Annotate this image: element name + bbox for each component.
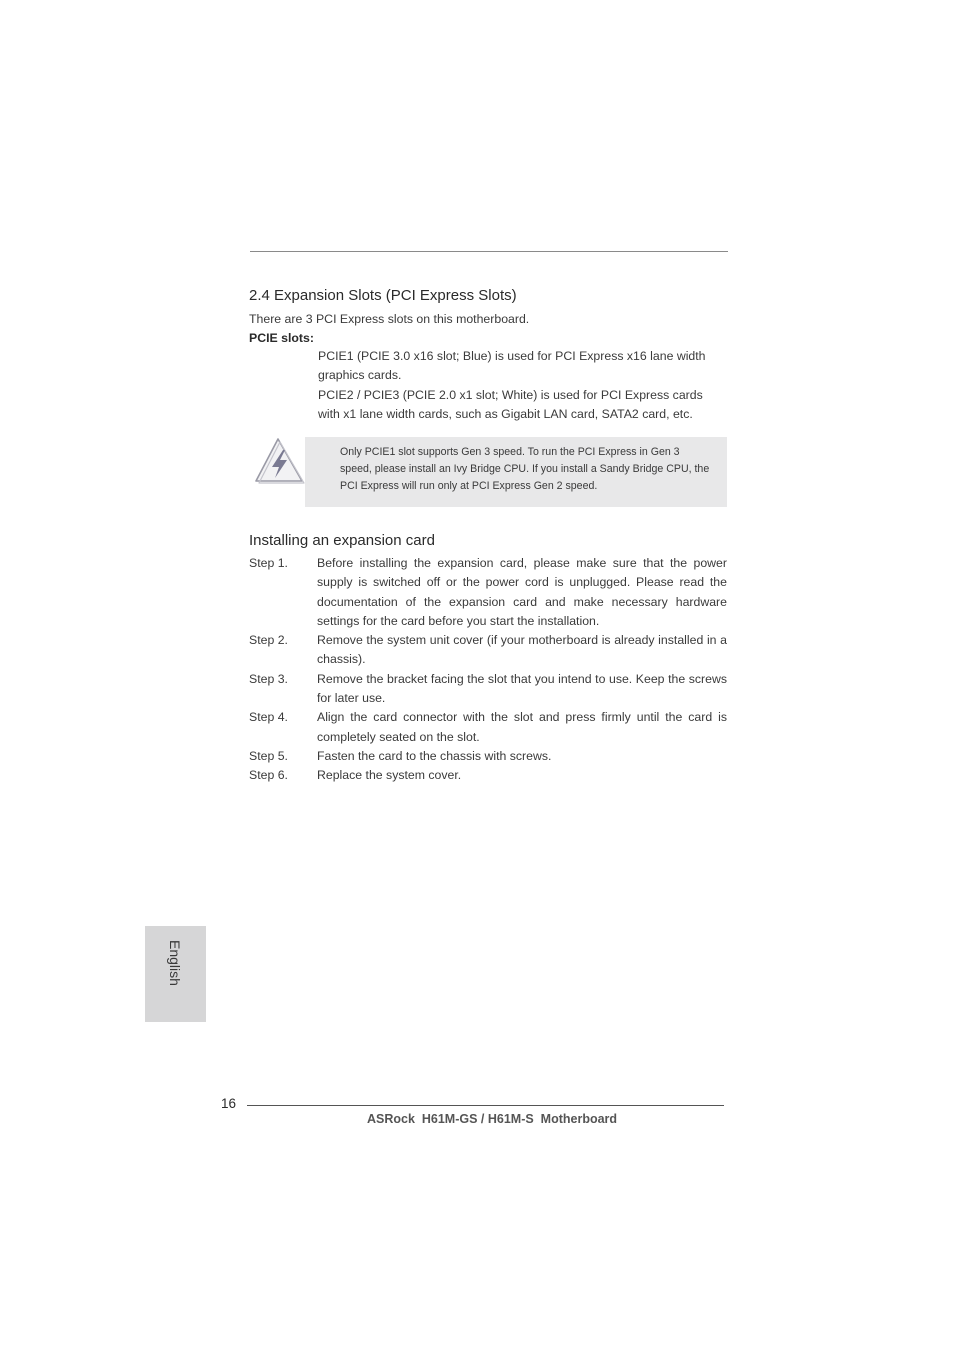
step-row (249, 747, 727, 766)
step-row (249, 766, 727, 785)
pcie-description (318, 347, 728, 425)
step-number: Step 2. (249, 633, 288, 648)
step-text: Replace the system cover. (317, 768, 462, 783)
step-row (249, 670, 727, 709)
pcie23-description: PCIE2 / PCIE3 (PCIE 2.0 x1 slot; White) is used for PCI Express cards with x1 lane width cards, such as Gigabit LAN card, SATA2 card, etc. (318, 387, 703, 422)
note-text: Only PCIE1 slot supports Gen 3 speed. To run the PCI Express in Gen 3 speed, please install an Ivy Bridge CPU. If you install a Sandy Bridge CPU, the PCI Express will run only at PCI Express Gen 2 speed. (340, 446, 710, 493)
section-title: 2.4 Expansion Slots (PCI Express Slots) (249, 287, 517, 304)
footer-divider (247, 1105, 724, 1106)
language-tab-label: English (167, 940, 183, 986)
step-number: Step 5. (249, 748, 288, 763)
footer-text: ASRock H61M-GS / H61M-S Motherboard (367, 1112, 618, 1126)
step-row (249, 708, 727, 747)
step-number: Step 1. (249, 556, 288, 570)
step-number: Step 6. (249, 768, 288, 783)
install-title: Installing an expansion card (249, 532, 435, 549)
step-text: Align the card connector with the slot and press firmly until the card is completely seated on the slot. (317, 710, 727, 744)
language-tab (145, 926, 206, 1022)
warning-icon (254, 436, 306, 486)
step-text: Remove the system unit cover (if your motherboard is already installed in a chassis). (317, 633, 727, 667)
step-text: Fasten the card to the chassis with screws. (317, 748, 552, 763)
section-intro: There are 3 PCI Express slots on this motherboard. (249, 312, 530, 326)
step-number: Step 4. (249, 710, 288, 725)
pcie1-description: PCIE1 (PCIE 3.0 x16 slot; Blue) is used for PCI Express x16 lane width graphics cards. (318, 349, 706, 383)
install-steps (249, 554, 727, 786)
top-divider (250, 251, 728, 252)
pcie-slots-label: PCIE slots: (249, 331, 314, 345)
step-text: Remove the bracket facing the slot that you intend to use. Keep the screws for later use. (317, 671, 727, 706)
step-number: Step 3. (249, 671, 288, 686)
step-text: Before installing the expansion card, please make sure that the power supply is switched off or the power cord is unplugged. Please read the documentation of the expansion card and make necessary hardware settings for the card before you start the installation. (317, 556, 727, 628)
step-row (249, 631, 727, 670)
page-number: 16 (221, 1096, 237, 1111)
step-row (249, 554, 727, 631)
